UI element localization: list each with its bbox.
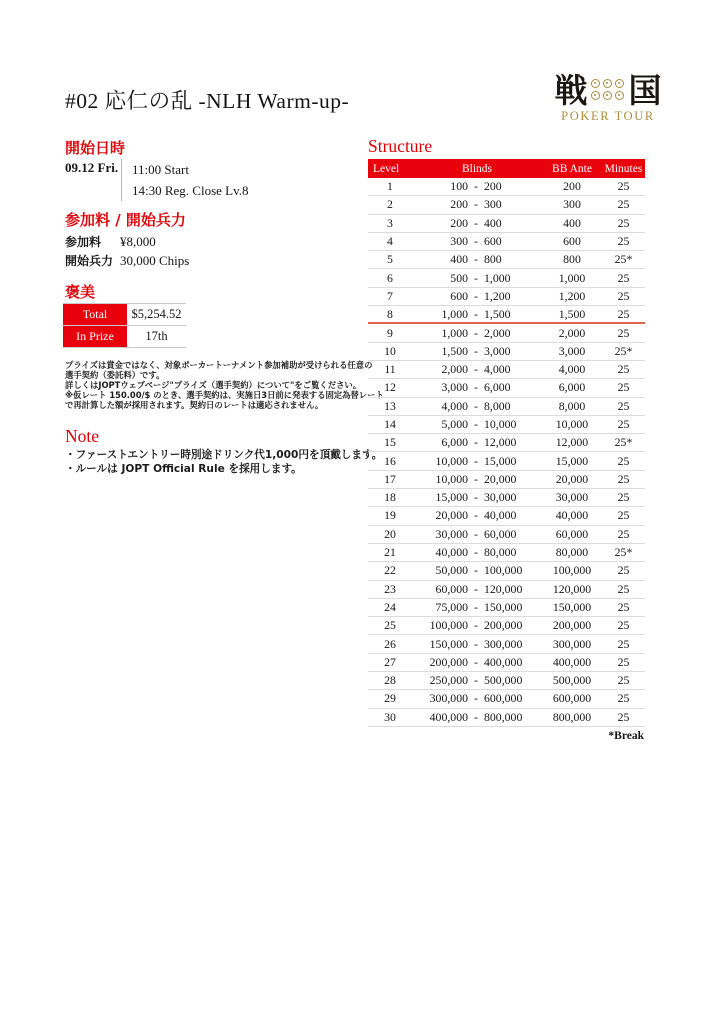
structure-row xyxy=(368,526,645,544)
small-blind: 150,000 xyxy=(429,636,468,651)
small-blind: 500 xyxy=(450,270,468,285)
disclaimer-line: で再計算した額が採用されます。契約日のレートは適応されません。 xyxy=(65,401,324,411)
bb-ante-cell: 10,000 xyxy=(555,417,589,431)
blinds-cell xyxy=(412,673,542,688)
big-blind: 1,000 xyxy=(484,270,511,285)
blinds-cell xyxy=(412,527,542,542)
small-blind: 50,000 xyxy=(435,563,468,578)
level-cell: 29 xyxy=(384,691,396,706)
blinds-cell xyxy=(412,582,542,597)
column-header: BB Ante xyxy=(552,162,592,175)
bb-ante-cell: 12,000 xyxy=(555,435,589,450)
bb-ante-cell: 8,000 xyxy=(558,398,586,413)
minutes-cell: 25* xyxy=(614,545,633,560)
small-blind: 6,000 xyxy=(441,435,468,450)
small-blind: 20,000 xyxy=(435,508,468,523)
blinds-separator: - xyxy=(474,380,478,395)
structure-row xyxy=(368,599,645,617)
minutes-cell: 25* xyxy=(614,252,633,267)
bb-ante-cell: 1,000 xyxy=(558,270,586,285)
big-blind: 10,000 xyxy=(484,417,517,431)
bb-ante-cell: 1,200 xyxy=(558,288,586,303)
minutes-cell: 25 xyxy=(617,618,630,633)
blinds-separator: - xyxy=(474,691,478,706)
level-cell: 25 xyxy=(384,618,396,633)
minutes-cell: 25 xyxy=(617,636,630,651)
entry-row xyxy=(65,251,189,270)
level-cell: 7 xyxy=(387,288,393,303)
structure-header-row xyxy=(368,159,645,178)
blinds-cell xyxy=(412,637,542,652)
level-cell: 12 xyxy=(384,380,396,395)
logo-kanji-row xyxy=(553,71,663,110)
small-blind: 10,000 xyxy=(435,471,468,486)
small-blind: 30,000 xyxy=(435,526,468,541)
big-blind: 400 xyxy=(484,215,502,230)
big-blind: 200 xyxy=(484,179,502,194)
note-list xyxy=(65,449,382,476)
level-cell: 2 xyxy=(387,197,393,212)
bb-ante-cell: 200,000 xyxy=(552,618,592,633)
big-blind: 800 xyxy=(484,252,502,267)
structure-row xyxy=(368,251,645,269)
small-blind: 60,000 xyxy=(435,581,468,596)
minutes-cell: 25 xyxy=(617,471,630,486)
schedule-time: 11:00 Start xyxy=(132,162,189,177)
column-header: Blinds xyxy=(461,162,493,175)
blinds-cell xyxy=(412,655,542,670)
minutes-cell: 25 xyxy=(617,270,630,285)
small-blind: 400,000 xyxy=(429,709,468,724)
blinds-separator: - xyxy=(474,398,478,413)
minutes-cell: 25 xyxy=(617,398,630,413)
big-blind: 120,000 xyxy=(484,581,523,596)
structure-heading: Structure xyxy=(368,136,433,156)
bb-ante-cell: 100,000 xyxy=(552,563,592,578)
entry-table xyxy=(65,232,189,270)
blinds-cell xyxy=(412,508,542,523)
bb-ante-cell: 15,000 xyxy=(555,453,589,468)
small-blind: 300 xyxy=(450,234,468,249)
coin-icon xyxy=(615,91,624,100)
level-cell: 5 xyxy=(387,252,393,267)
structure-row xyxy=(368,288,645,306)
schedule-heading: 開始日時 xyxy=(65,139,126,157)
blinds-separator: - xyxy=(474,417,478,431)
small-blind: 1,000 xyxy=(441,306,468,321)
minutes-cell: 25* xyxy=(614,435,633,450)
minutes-cell: 25 xyxy=(617,673,630,688)
level-cell: 30 xyxy=(384,709,396,724)
small-blind: 1,500 xyxy=(441,343,468,358)
coin-icon xyxy=(615,79,624,88)
entry-heading: 参加料 / 開始兵力 xyxy=(65,211,186,229)
blinds-separator: - xyxy=(474,709,478,724)
blinds-cell xyxy=(412,454,542,469)
prize-disclaimer xyxy=(65,361,384,411)
blinds-cell xyxy=(412,618,542,633)
page-title: #02 応仁の乱 -NLH Warm-up- xyxy=(65,89,350,113)
blinds-separator: - xyxy=(474,654,478,669)
structure-row xyxy=(368,215,645,233)
blinds-cell xyxy=(412,600,542,615)
prize-label: Total xyxy=(63,304,127,325)
bb-ante-cell: 20,000 xyxy=(555,471,589,486)
blinds-separator: - xyxy=(474,526,478,541)
bb-ante-cell: 600 xyxy=(563,234,581,249)
column-header: Minutes xyxy=(604,162,643,175)
big-blind: 300 xyxy=(484,197,502,212)
bb-ante-cell: 800,000 xyxy=(552,709,592,724)
small-blind: 40,000 xyxy=(435,545,468,560)
bb-ante-cell: 300,000 xyxy=(552,636,592,651)
bb-ante-cell: 4,000 xyxy=(558,362,586,377)
prize-value: $5,254.52 xyxy=(131,307,182,321)
blinds-separator: - xyxy=(474,563,478,578)
structure-row xyxy=(368,581,645,599)
small-blind: 100 xyxy=(450,179,468,194)
structure-row xyxy=(368,672,645,690)
big-blind: 80,000 xyxy=(484,545,517,560)
blinds-cell xyxy=(412,490,542,505)
blinds-cell xyxy=(412,307,542,322)
blinds-cell xyxy=(412,563,542,578)
schedule-times xyxy=(121,159,249,201)
coin-icon xyxy=(591,79,600,88)
structure-row xyxy=(368,544,645,562)
structure-row xyxy=(368,416,645,434)
bb-ante-cell: 400 xyxy=(563,215,581,230)
bb-ante-cell: 500,000 xyxy=(552,673,592,688)
blinds-separator: - xyxy=(474,453,478,468)
logo-kanji-right: 国 xyxy=(628,71,662,110)
bb-ante-cell: 80,000 xyxy=(555,545,589,560)
minutes-cell: 25 xyxy=(617,563,630,578)
small-blind: 10,000 xyxy=(435,453,468,468)
blinds-cell xyxy=(412,326,542,341)
minutes-cell: 25 xyxy=(617,691,630,706)
column-header: Level xyxy=(373,162,400,175)
structure-row xyxy=(368,489,645,507)
prize-label: In Prize xyxy=(63,326,127,347)
structure-row xyxy=(368,178,645,196)
level-cell: 24 xyxy=(384,599,396,614)
big-blind: 600,000 xyxy=(484,691,523,706)
bb-ante-cell: 60,000 xyxy=(555,526,589,541)
blinds-separator: - xyxy=(474,325,478,340)
bb-ante-cell: 600,000 xyxy=(552,691,592,706)
entry-value: 30,000 Chips xyxy=(120,252,190,268)
blinds-separator: - xyxy=(474,215,478,230)
structure-row xyxy=(368,324,645,342)
level-cell: 9 xyxy=(387,325,393,340)
entry-value: ¥8,000 xyxy=(120,233,156,249)
minutes-cell: 25 xyxy=(617,526,630,541)
big-blind: 6,000 xyxy=(484,380,511,395)
blinds-cell xyxy=(412,197,542,212)
small-blind: 300,000 xyxy=(429,691,468,706)
blinds-separator: - xyxy=(474,471,478,486)
minutes-cell: 25 xyxy=(617,599,630,614)
small-blind: 15,000 xyxy=(435,490,468,505)
level-cell: 20 xyxy=(384,526,396,541)
bb-ante-cell: 120,000 xyxy=(552,581,592,596)
level-cell: 27 xyxy=(384,654,396,669)
disclaimer-line: プライズは賞金ではなく、対象ポーカートーナメント参加補助が受けられる任意の xyxy=(65,361,373,371)
minutes-cell: 25 xyxy=(617,215,630,230)
break-footnote: *Break xyxy=(608,729,644,742)
level-cell: 22 xyxy=(384,563,396,578)
small-blind: 200 xyxy=(450,215,468,230)
minutes-cell: 25 xyxy=(617,654,630,669)
minutes-cell: 25 xyxy=(617,508,630,523)
level-cell: 16 xyxy=(384,453,396,468)
blinds-separator: - xyxy=(474,234,478,249)
big-blind: 12,000 xyxy=(484,435,517,450)
big-blind: 4,000 xyxy=(484,362,511,377)
bb-ante-cell: 6,000 xyxy=(558,380,586,395)
level-cell: 8 xyxy=(387,306,393,321)
minutes-cell: 25* xyxy=(614,343,633,358)
minutes-cell: 25 xyxy=(617,288,630,303)
big-blind: 300,000 xyxy=(484,636,523,651)
big-blind: 2,000 xyxy=(484,325,511,340)
prize-row xyxy=(63,326,186,348)
blinds-cell xyxy=(412,691,542,706)
level-cell: 23 xyxy=(384,581,396,596)
structure-row xyxy=(368,269,645,287)
entry-row xyxy=(65,232,189,251)
blinds-separator: - xyxy=(474,581,478,596)
structure-row xyxy=(368,361,645,379)
bb-ante-cell: 3,000 xyxy=(558,343,586,358)
blinds-cell xyxy=(412,252,542,267)
blinds-separator: - xyxy=(474,618,478,633)
minutes-cell: 25 xyxy=(617,490,630,505)
bb-ante-cell: 400,000 xyxy=(552,654,592,669)
blinds-cell xyxy=(412,417,542,432)
blinds-cell xyxy=(412,472,542,487)
blinds-separator: - xyxy=(474,435,478,450)
minutes-cell: 25 xyxy=(617,197,630,212)
disclaimer-line: 選手契約（委託料）です。 xyxy=(65,371,165,381)
structure-row xyxy=(368,196,645,214)
poker-tour-logo xyxy=(553,71,663,124)
minutes-cell: 25 xyxy=(617,709,630,724)
level-cell: 4 xyxy=(387,234,393,249)
bb-ante-cell: 150,000 xyxy=(552,599,592,614)
blinds-separator: - xyxy=(474,343,478,358)
blinds-cell xyxy=(412,271,542,286)
level-cell: 28 xyxy=(384,673,396,688)
big-blind: 150,000 xyxy=(484,599,523,614)
structure-row xyxy=(368,709,645,727)
bb-ante-cell: 40,000 xyxy=(555,508,589,523)
small-blind: 600 xyxy=(450,288,468,303)
minutes-cell: 25 xyxy=(617,179,630,194)
blinds-separator: - xyxy=(474,490,478,505)
blinds-cell xyxy=(412,435,542,450)
minutes-cell: 25 xyxy=(617,380,630,395)
blinds-separator: - xyxy=(474,270,478,285)
bb-ante-cell: 30,000 xyxy=(555,490,589,505)
big-blind: 100,000 xyxy=(484,563,523,578)
big-blind: 1,200 xyxy=(484,288,511,303)
prize-row xyxy=(63,304,186,326)
level-cell: 26 xyxy=(384,636,396,651)
blinds-separator: - xyxy=(474,636,478,651)
level-cell: 18 xyxy=(384,490,396,505)
blinds-separator: - xyxy=(474,508,478,523)
level-cell: 1 xyxy=(387,179,393,194)
bb-ante-cell: 1,500 xyxy=(558,306,586,321)
minutes-cell: 25 xyxy=(617,362,630,377)
blinds-separator: - xyxy=(474,362,478,377)
minutes-cell: 25 xyxy=(617,581,630,596)
bb-ante-cell: 200 xyxy=(563,179,581,194)
minutes-cell: 25 xyxy=(617,325,630,340)
level-cell: 13 xyxy=(384,398,396,413)
note-item: ・ファーストエントリー時別途ドリンク代1,000円を頂戴します。 xyxy=(65,449,383,461)
blinds-cell xyxy=(412,399,542,414)
level-cell: 15 xyxy=(384,435,396,450)
note-item: ・ルールは JOPT Official Rule を採用します。 xyxy=(65,462,302,475)
small-blind: 250,000 xyxy=(429,673,468,688)
level-cell: 3 xyxy=(387,215,393,230)
blinds-cell xyxy=(412,362,542,377)
structure-row xyxy=(368,233,645,251)
logo-kanji-left: 戦 xyxy=(554,71,588,110)
small-blind: 200 xyxy=(450,197,468,212)
minutes-cell: 25 xyxy=(617,234,630,249)
minutes-cell: 25 xyxy=(617,417,630,431)
level-cell: 11 xyxy=(384,362,396,377)
bb-ante-cell: 800 xyxy=(563,252,581,267)
big-blind: 20,000 xyxy=(484,471,517,486)
big-blind: 400,000 xyxy=(484,654,523,669)
blinds-cell xyxy=(412,710,542,725)
big-blind: 500,000 xyxy=(484,673,523,688)
entry-label: 開始兵力 xyxy=(65,254,114,268)
big-blind: 60,000 xyxy=(484,526,517,541)
small-blind: 75,000 xyxy=(435,599,468,614)
blinds-separator: - xyxy=(474,306,478,321)
level-cell: 21 xyxy=(384,545,396,560)
level-cell: 17 xyxy=(384,471,396,486)
small-blind: 3,000 xyxy=(441,380,468,395)
blinds-cell xyxy=(412,289,542,304)
structure-row xyxy=(368,507,645,525)
structure-row xyxy=(368,635,645,653)
small-blind: 100,000 xyxy=(429,618,468,633)
small-blind: 2,000 xyxy=(441,362,468,377)
structure-row xyxy=(368,471,645,489)
bb-ante-cell: 300 xyxy=(563,197,581,212)
blinds-separator: - xyxy=(474,599,478,614)
blinds-separator: - xyxy=(474,545,478,560)
disclaimer-line: ※仮レート 150.00/$ のとき、選手契約は、実施日3日前に発表する固定為替レート xyxy=(65,391,384,401)
blinds-cell xyxy=(412,380,542,395)
structure-row xyxy=(368,617,645,635)
blinds-separator: - xyxy=(474,288,478,303)
structure-row xyxy=(368,306,645,324)
blinds-separator: - xyxy=(474,252,478,267)
note-heading: Note xyxy=(65,426,100,446)
structure-row xyxy=(368,452,645,470)
big-blind: 15,000 xyxy=(484,453,517,468)
big-blind: 600 xyxy=(484,234,502,249)
prize-heading: 褒美 xyxy=(65,283,96,301)
level-cell: 6 xyxy=(387,270,393,285)
small-blind: 200,000 xyxy=(429,654,468,669)
big-blind: 800,000 xyxy=(484,709,523,724)
bb-ante-cell: 2,000 xyxy=(558,325,586,340)
small-blind: 5,000 xyxy=(441,417,468,431)
blinds-cell xyxy=(412,179,542,194)
coin-icon xyxy=(603,79,612,88)
schedule-time: 14:30 Reg. Close Lv.8 xyxy=(132,183,249,198)
coin-grid xyxy=(591,79,626,102)
blinds-cell xyxy=(412,234,542,249)
prize-table xyxy=(63,303,186,348)
schedule-table xyxy=(65,159,249,201)
big-blind: 40,000 xyxy=(484,508,517,523)
big-blind: 1,500 xyxy=(484,306,511,321)
structure-table xyxy=(368,159,645,742)
structure-row xyxy=(368,398,645,416)
minutes-cell: 25 xyxy=(617,306,630,321)
structure-row xyxy=(368,690,645,708)
disclaimer-line: 詳しくはJOPTウェブページ"プライズ（選手契約）について"をご覧ください。 xyxy=(65,381,362,391)
structure-row xyxy=(368,379,645,397)
structure-row xyxy=(368,434,645,452)
level-cell: 19 xyxy=(384,508,396,523)
structure-table-body xyxy=(368,178,645,727)
small-blind: 1,000 xyxy=(441,325,468,340)
structure-row xyxy=(368,562,645,580)
prize-value: 17th xyxy=(145,329,168,343)
blinds-cell xyxy=(412,344,542,359)
big-blind: 3,000 xyxy=(484,343,511,358)
blinds-cell xyxy=(412,545,542,560)
small-blind: 4,000 xyxy=(441,398,468,413)
big-blind: 8,000 xyxy=(484,398,511,413)
blinds-separator: - xyxy=(474,673,478,688)
level-cell: 14 xyxy=(384,417,396,431)
big-blind: 200,000 xyxy=(484,618,523,633)
big-blind: 30,000 xyxy=(484,490,517,505)
coin-icon xyxy=(591,91,600,100)
structure-row xyxy=(368,343,645,361)
small-blind: 400 xyxy=(450,252,468,267)
entry-label: 参加料 xyxy=(65,235,102,249)
minutes-cell: 25 xyxy=(617,453,630,468)
blinds-separator: - xyxy=(474,179,478,194)
blinds-separator: - xyxy=(474,197,478,212)
logo-subtitle: POKER TOUR xyxy=(561,109,655,123)
level-cell: 10 xyxy=(384,343,396,358)
coin-icon xyxy=(603,91,612,100)
schedule-date: 09.12 Fri. xyxy=(65,160,119,175)
blinds-cell xyxy=(412,216,542,231)
structure-row xyxy=(368,654,645,672)
